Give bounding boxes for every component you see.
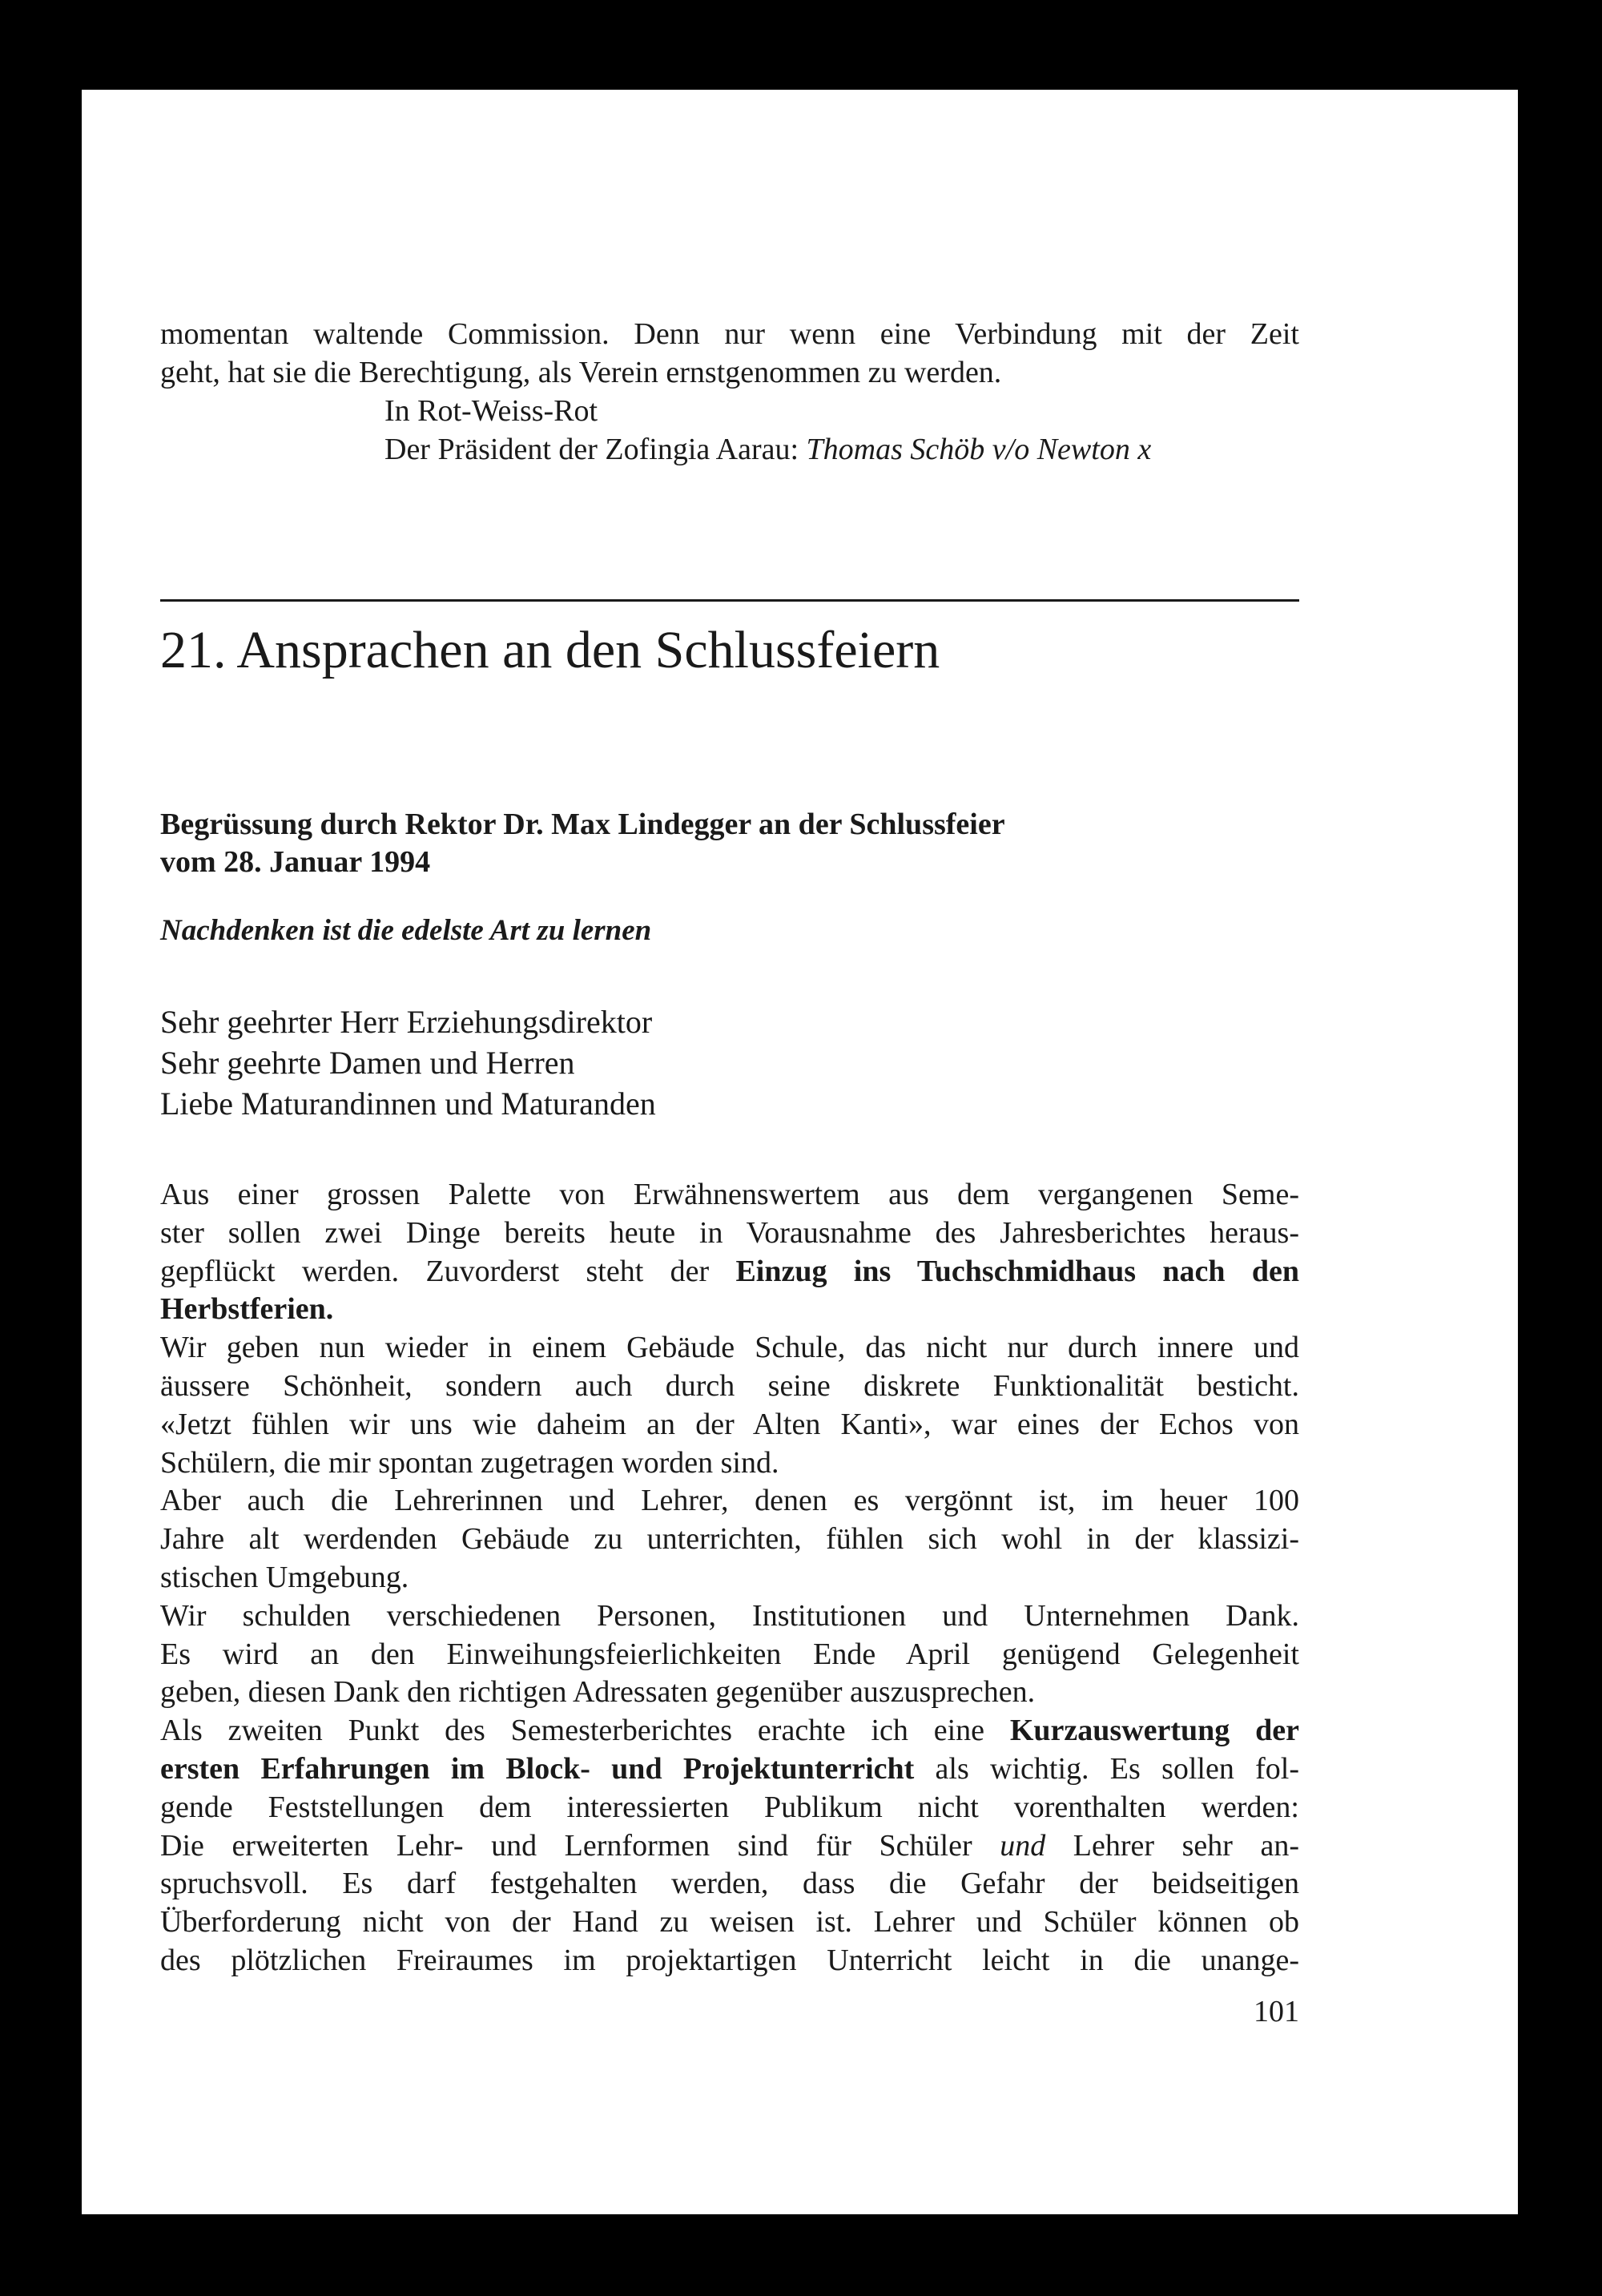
- text-line: geben, diesen Dank den richtigen Adressaten gegenüber auszusprechen.: [160, 1675, 1036, 1710]
- text-line: Es wird an den Einweihungsfeierlichkeiten Ende April genügend Gelegenheit: [160, 1637, 1299, 1671]
- emphasis-text: und: [1000, 1828, 1046, 1863]
- salutation-line: Liebe Maturandinnen und Maturanden: [160, 1086, 656, 1122]
- signoff-name: Thomas Schöb v/o Newton x: [806, 432, 1152, 466]
- chapter-title: 21. Ansprachen an den Schlussfeiern: [160, 621, 940, 679]
- text-line: Wir geben nun wieder in einem Gebäude Schule, das nicht nur durch innere und: [160, 1331, 1299, 1365]
- text-line: gepflückt werden. Zuvorderst steht der Einzug ins Tuchschmidhaus nach den: [160, 1254, 1300, 1288]
- text-line: äussere Schönheit, sondern auch durch seine diskrete Funktionalität besticht.: [160, 1368, 1299, 1403]
- speech-body: [160, 1176, 1299, 1980]
- salutation-line: Sehr geehrter Herr Erziehungsdirektor: [160, 1004, 653, 1040]
- signoff-greeting: In Rot-Weiss-Rot: [384, 394, 598, 428]
- page-number: 101: [1254, 1995, 1299, 2028]
- signoff: [384, 393, 1151, 469]
- document-page: [82, 90, 1518, 2214]
- text-line: stischen Umgebung.: [160, 1560, 409, 1594]
- text-line: ster sollen zwei Dinge bereits heute in Vorausnahme des Jahresberichtes heraus-: [160, 1215, 1299, 1250]
- speech-heading-line: vom 28. Januar 1994: [160, 845, 431, 879]
- text-line: «Jetzt fühlen wir uns wie daheim an der Alten Kanti», war eines der Echos von: [160, 1407, 1299, 1441]
- speech-heading-line: Begrüssung durch Rektor Dr. Max Lindegger an der Schlussfeier: [160, 808, 1005, 841]
- signoff-signature: [384, 431, 1151, 469]
- highlight-text: Herbstferien.: [160, 1292, 334, 1327]
- text-line: geht, hat sie die Berechtigung, als Verein ernstgenommen zu werden.: [160, 355, 1002, 389]
- text-line: Wir schulden verschiedenen Personen, Institutionen und Unternehmen Dank.: [160, 1598, 1299, 1633]
- text-line: Aber auch die Lehrerinnen und Lehrer, denen es vergönnt ist, im heuer 100: [160, 1484, 1299, 1518]
- text-line: Aus einer grossen Palette von Erwähnenswertem aus dem vergangenen Seme-: [160, 1178, 1299, 1211]
- speech-motto: Nachdenken ist die edelste Art zu lernen: [160, 914, 652, 947]
- section-divider: [160, 599, 1299, 602]
- highlight-text: ersten Erfahrungen im Block- und Projektunterricht: [160, 1751, 915, 1786]
- intro-paragraph: [160, 316, 1299, 393]
- text-line: Als zweiten Punkt des Semesterberichtes erachte ich eine Kurzauswertung der: [160, 1714, 1299, 1748]
- text-line: Jahre alt werdenden Gebäude zu unterrichten, fühlen sich wohl in der klassizi-: [160, 1522, 1299, 1557]
- text-line: Schülern, die mir spontan zugetragen worden sind.: [160, 1445, 779, 1480]
- salutation-line: Sehr geehrte Damen und Herren: [160, 1045, 575, 1081]
- text-line: Überforderung nicht von der Hand zu weisen ist. Lehrer und Schüler können ob: [160, 1905, 1299, 1940]
- text-line: momentan waltende Commission. Denn nur wenn eine Verbindung mit der Zeit: [160, 317, 1299, 351]
- signoff-role: Der Präsident der Zofingia Aarau:: [384, 432, 807, 466]
- salutation-block: [160, 1001, 656, 1124]
- text-line: Die erweiterten Lehr- und Lernformen sind für Schüler und Lehrer sehr an-: [160, 1828, 1299, 1863]
- text-line: gende Feststellungen dem interessierten Publikum nicht vorenthalten werden:: [160, 1790, 1299, 1824]
- text-line: ersten Erfahrungen im Block- und Projektunterricht als wichtig. Es sollen fol-: [160, 1751, 1299, 1786]
- highlight-text: Einzug ins Tuchschmidhaus nach den: [735, 1254, 1300, 1288]
- text-line: [160, 1291, 1299, 1329]
- speech-heading: [160, 806, 1005, 881]
- text-line: des plötzlichen Freiraumes im projektartigen Unterricht leicht in die unange-: [160, 1943, 1299, 1977]
- text-line: spruchsvoll. Es darf festgehalten werden, dass die Gefahr der beidseitigen: [160, 1867, 1299, 1901]
- highlight-text: Kurzauswertung der: [1009, 1714, 1299, 1748]
